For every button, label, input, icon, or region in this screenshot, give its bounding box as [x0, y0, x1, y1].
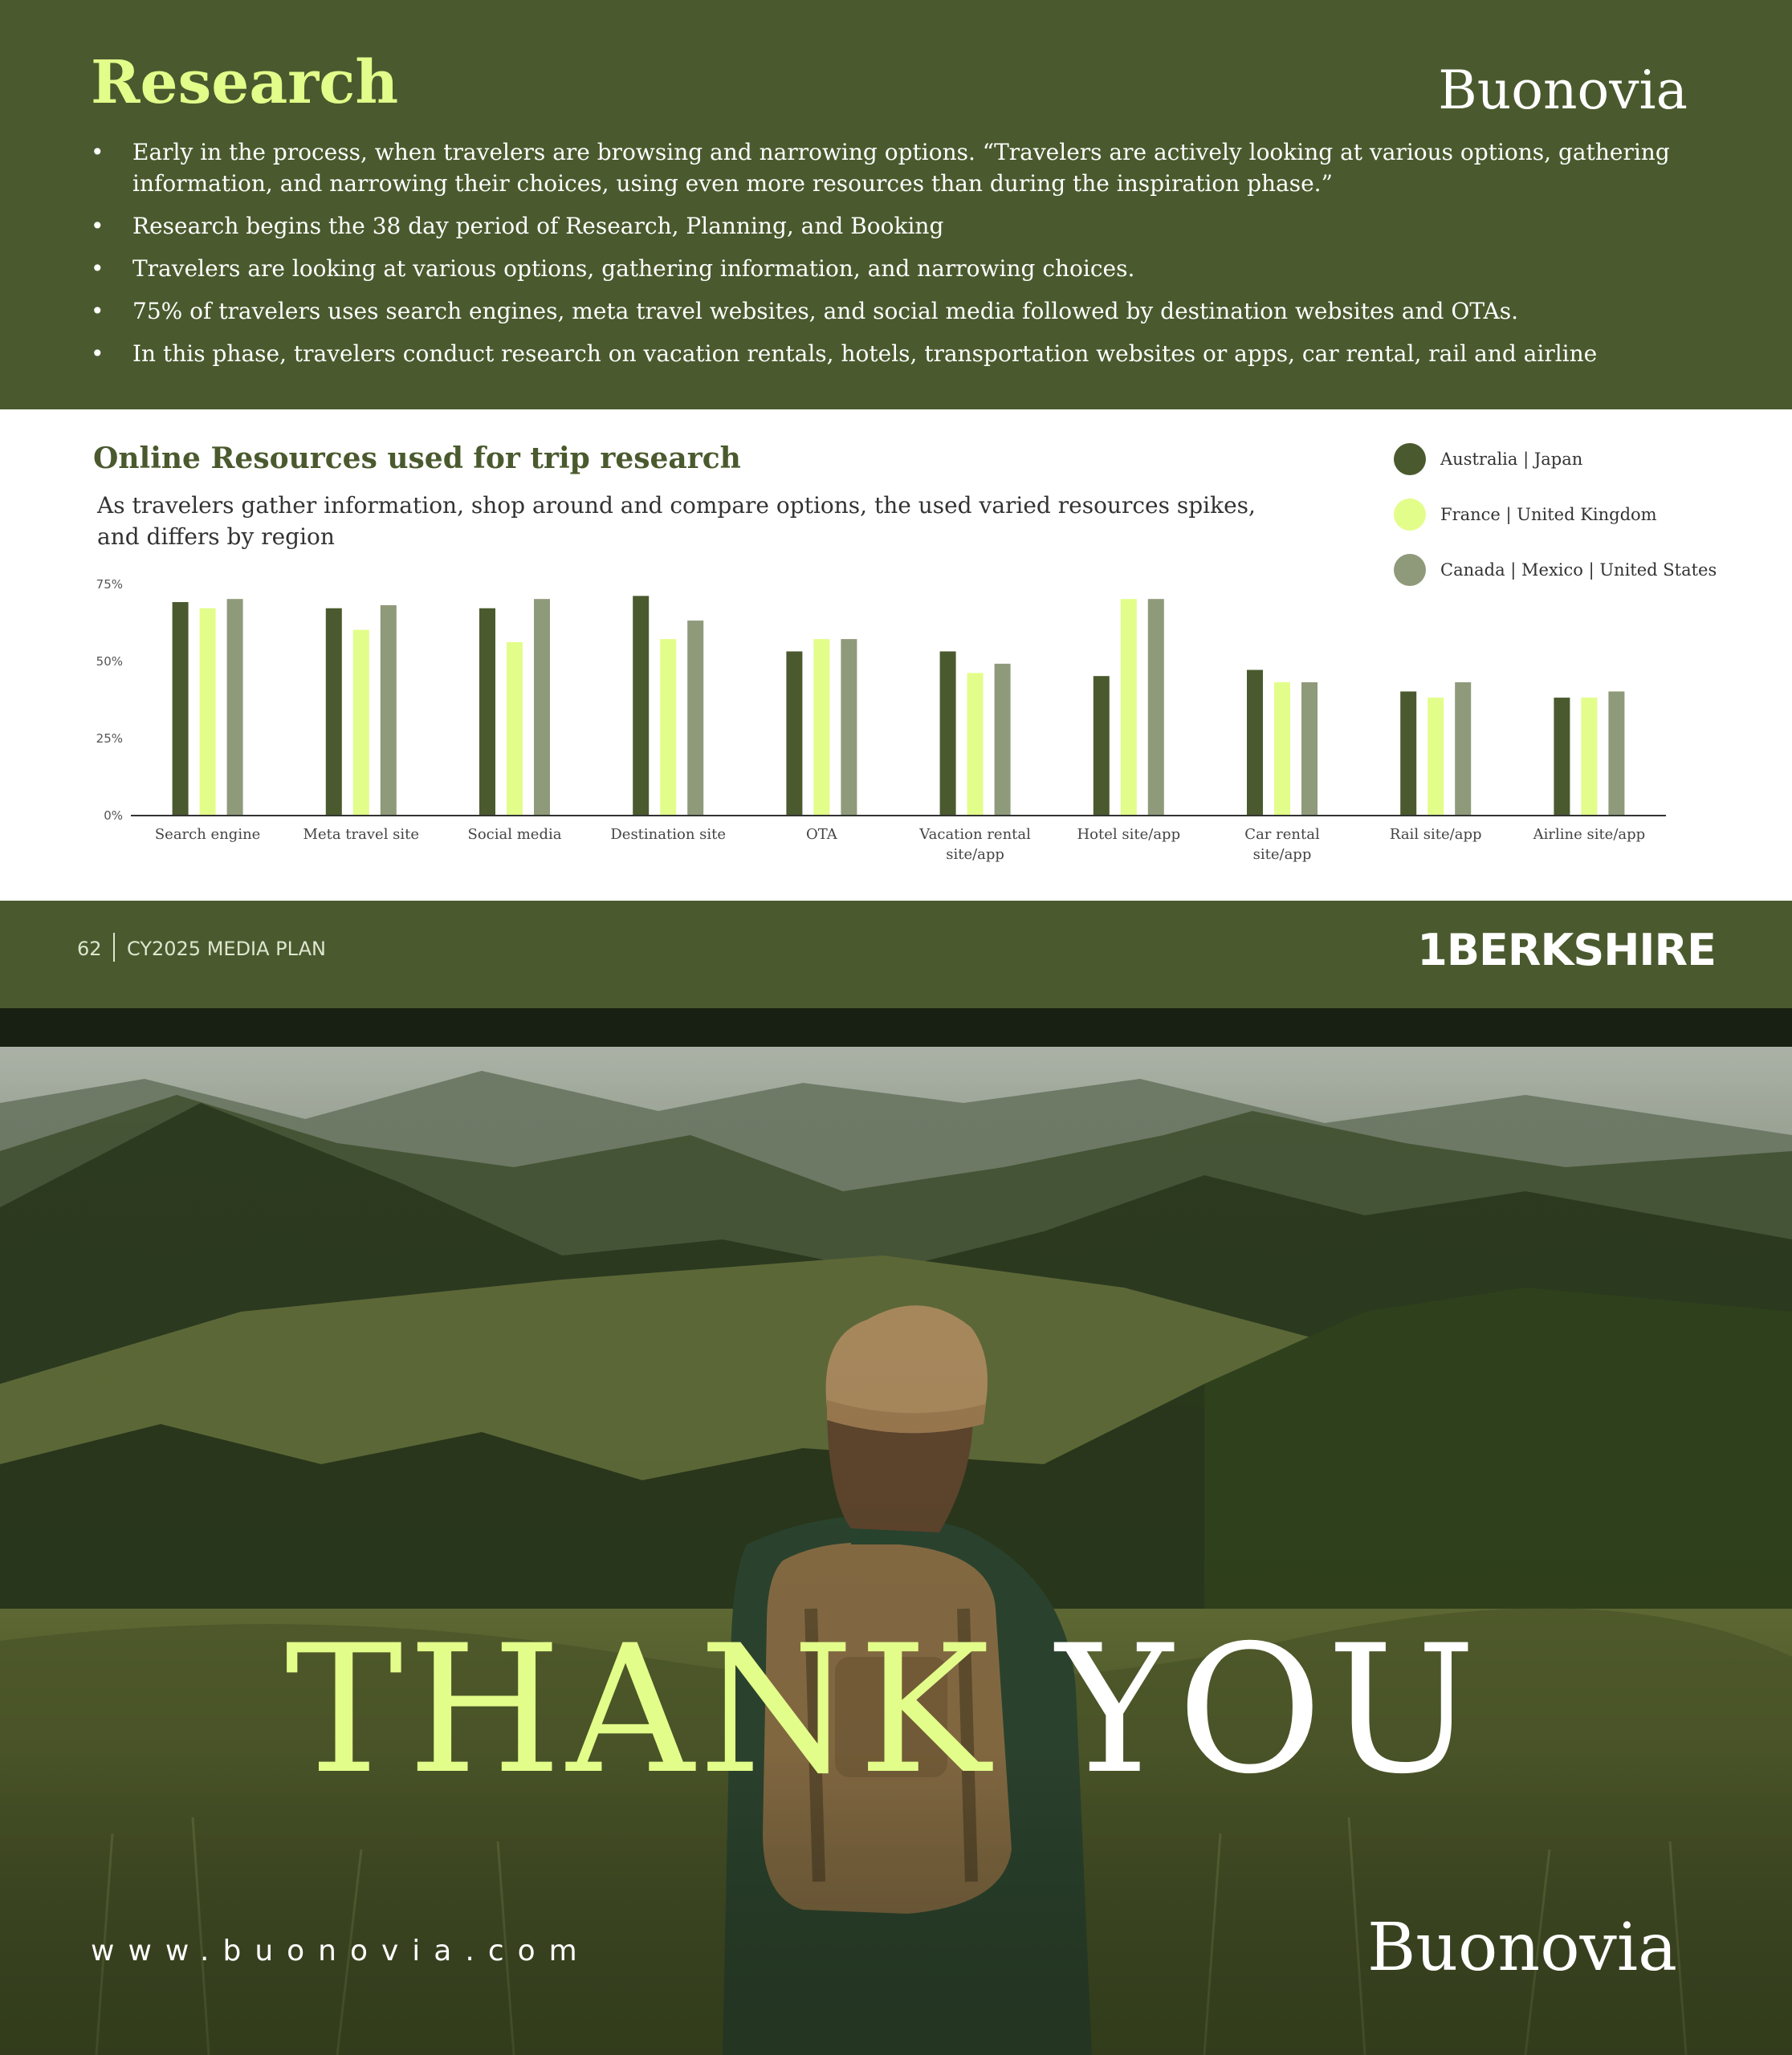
chart-subtitle: As travelers gather information, shop around and compare options, the used varied resources spikes, and differs by region	[97, 492, 1256, 550]
bar	[1247, 670, 1263, 815]
bar	[967, 673, 984, 815]
bar	[227, 599, 243, 815]
legend-swatch	[1394, 443, 1426, 475]
website-url: www.buonovia.com	[91, 1935, 591, 1968]
x-tick-label-line: Airline site/app	[1533, 826, 1646, 843]
thank-you-heading	[285, 1607, 1481, 1813]
you-word: YOU	[1056, 1607, 1481, 1813]
bar	[786, 651, 802, 815]
bar	[534, 599, 550, 815]
bar	[381, 605, 397, 815]
x-tick-label	[1244, 826, 1320, 863]
page-number: 62	[77, 938, 102, 960]
x-tick-label	[918, 826, 1031, 863]
x-tick-label-line: Destination site	[610, 826, 727, 843]
page-title: Research	[91, 48, 399, 117]
brand-logo: Buonovia	[1438, 59, 1688, 121]
bar	[1301, 682, 1318, 815]
x-tick-label	[610, 826, 726, 843]
media-plan-label: CY2025 MEDIA PLAN	[127, 938, 326, 960]
legend-swatch	[1394, 554, 1426, 586]
bar	[1148, 599, 1164, 815]
y-tick-label: 0%	[104, 808, 123, 823]
x-tick-label-line: site/app	[1252, 846, 1312, 863]
bar	[1427, 698, 1444, 815]
legend-item	[1394, 443, 1717, 475]
bar	[1581, 698, 1597, 815]
bar	[507, 642, 523, 815]
bar	[660, 639, 676, 815]
bullet-item: • In this phase, travelers conduct research on vacation rentals, hotels, transportation websites or apps, car rental, rail and airline	[91, 338, 1696, 369]
x-tick-label	[1077, 826, 1180, 843]
bar	[1608, 691, 1624, 815]
bar	[200, 608, 216, 815]
bar	[1554, 698, 1570, 815]
bar	[633, 596, 649, 815]
landscape-hiker-image	[0, 1047, 1792, 2055]
1berkshire-logo: 1BERKSHIRE	[1417, 925, 1716, 975]
x-tick-label-line: OTA	[806, 826, 837, 843]
x-tick-label-line: site/app	[946, 846, 1004, 863]
x-tick-label-line: Social media	[467, 826, 562, 843]
page-footer	[0, 901, 1792, 1008]
bullet-item: • 75% of travelers uses search engines, meta travel websites, and social media followed by destination websites and OTAs.	[91, 295, 1696, 327]
x-tick-label-line: Car rental	[1244, 826, 1320, 843]
section-divider-strip	[0, 1008, 1792, 1047]
legend-label: France | United Kingdom	[1440, 505, 1657, 524]
bar	[479, 608, 495, 815]
brand-logo-bottom: Buonovia	[1366, 1910, 1677, 1986]
x-tick-label	[303, 826, 420, 843]
bullet-item: • Research begins the 38 day period of Research, Planning, and Booking	[91, 210, 1696, 242]
x-tick-label	[1533, 826, 1646, 843]
bar	[940, 651, 956, 815]
bullet-item: • Travelers are looking at various options, gathering information, and narrowing choices.	[91, 253, 1696, 284]
bar	[1121, 599, 1137, 815]
bar	[1274, 682, 1290, 815]
y-tick-label: 25%	[96, 731, 123, 746]
legend-item	[1394, 554, 1717, 586]
bar	[1400, 691, 1416, 815]
thank-word: THANK	[285, 1607, 996, 1813]
x-tick-label-line: Rail site/app	[1389, 826, 1482, 843]
chart-title: Online Resources used for trip research	[93, 442, 741, 475]
thank-you-photo	[0, 1047, 1792, 2055]
legend-item	[1394, 498, 1717, 531]
bullet-item: • Early in the process, when travelers are browsing and narrowing options. “Travelers are actively looking at various options, gathering information, and narrowing their choices, using even more resources than during the inspiration phase.”	[91, 136, 1696, 199]
bar	[1455, 682, 1471, 815]
legend-label: Australia | Japan	[1440, 450, 1583, 469]
x-tick-label-line: Hotel site/app	[1077, 826, 1181, 843]
chart-panel	[0, 409, 1792, 901]
bar	[995, 664, 1011, 815]
x-tick-label	[1390, 826, 1482, 843]
bar	[841, 639, 857, 815]
x-tick-label	[155, 826, 260, 843]
x-tick-label-line: Meta travel site	[303, 826, 420, 843]
chart-legend	[1394, 443, 1717, 609]
research-panel	[0, 0, 1792, 409]
y-tick-label: 50%	[96, 654, 123, 669]
bar	[353, 630, 369, 815]
bar	[1094, 676, 1110, 815]
bar	[326, 608, 342, 815]
legend-label: Canada | Mexico | United States	[1440, 560, 1717, 580]
bar	[173, 602, 189, 815]
footer-divider	[113, 933, 115, 962]
x-tick-label-line: Search engine	[154, 826, 261, 843]
bullet-list	[91, 136, 1696, 380]
x-tick-label-line: Vacation rental	[919, 826, 1031, 843]
y-tick-label: 75%	[96, 577, 123, 592]
bar	[687, 621, 703, 815]
x-tick-label	[806, 826, 838, 843]
legend-swatch	[1394, 498, 1426, 531]
x-tick-label	[468, 826, 562, 843]
bar	[813, 639, 829, 815]
